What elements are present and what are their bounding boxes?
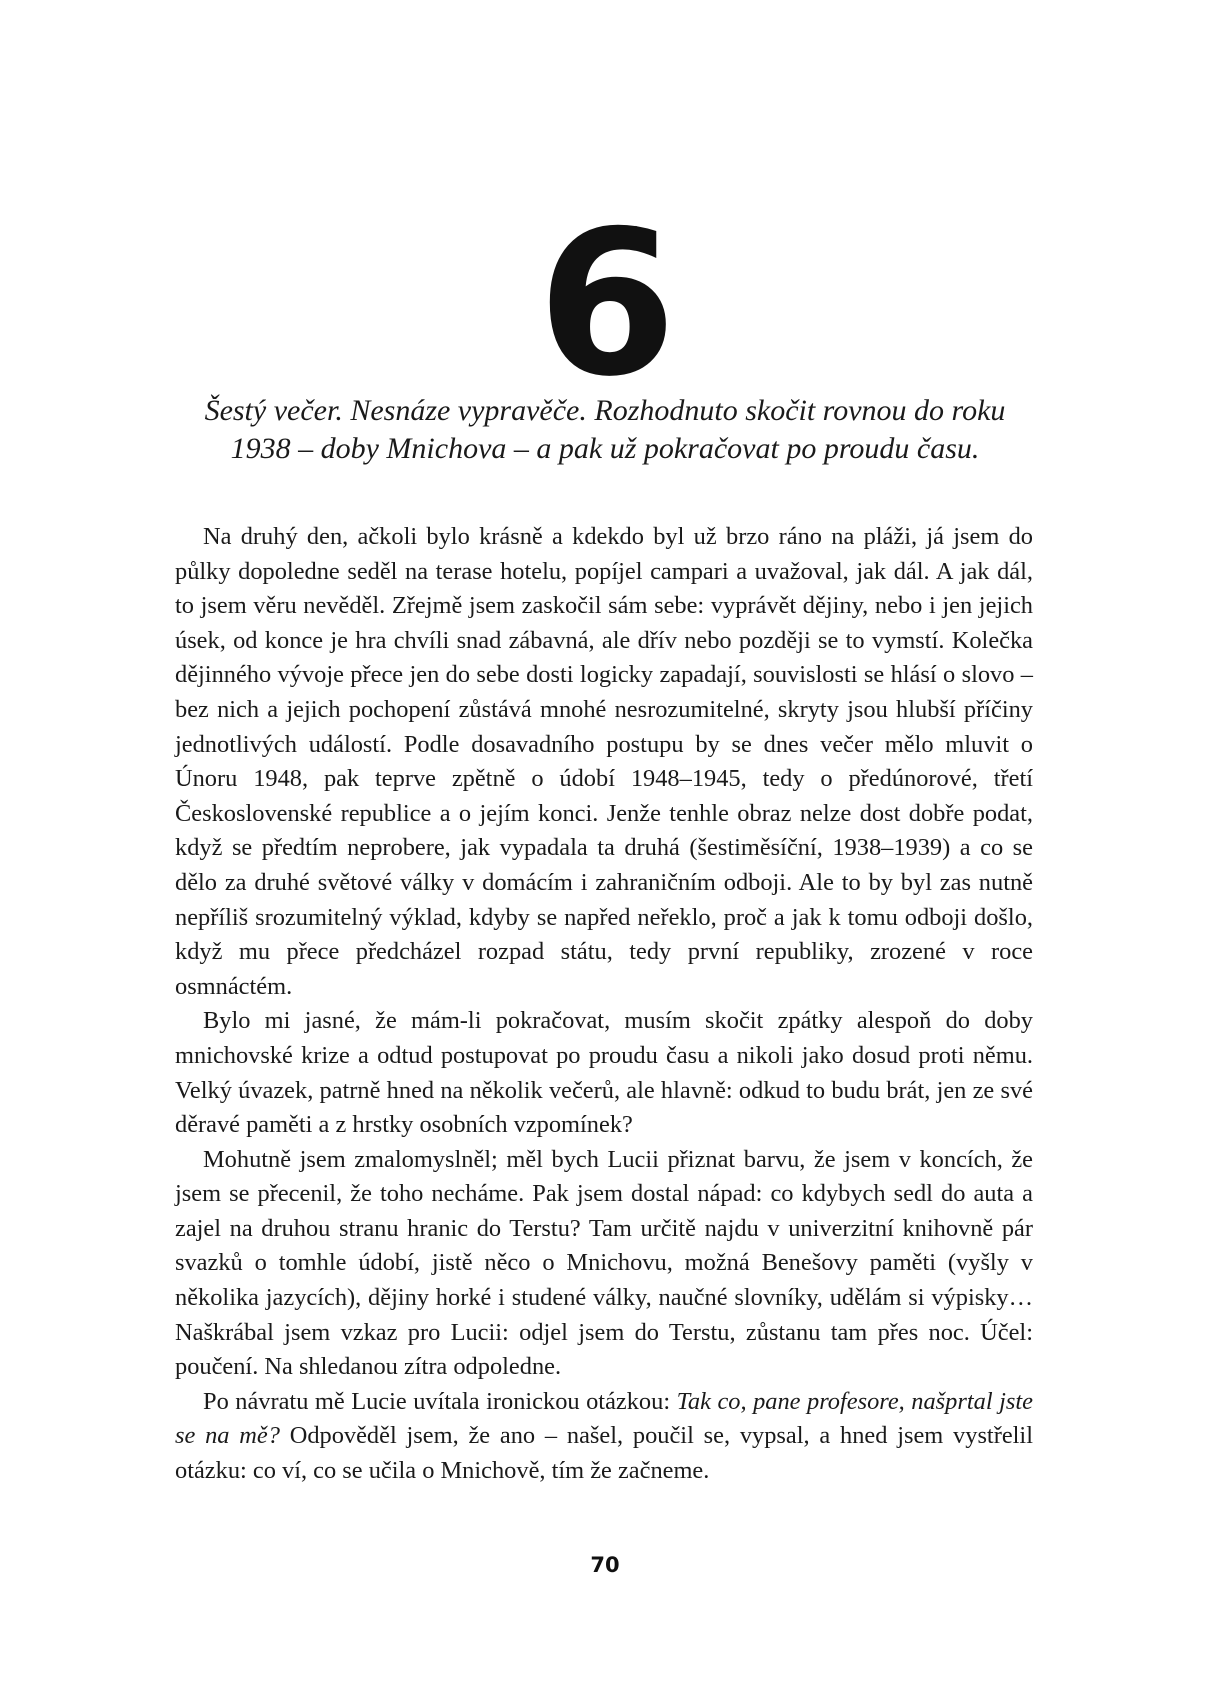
body-text <box>175 520 1033 1489</box>
chapter-number: 6 <box>537 188 673 421</box>
paragraph-text: Odpověděl jsem, že ano – našel, poučil se, vypsal, a hned jsem vystřelil otázku: co ví, co se učila o Mnichově, tím že začneme. <box>175 1422 1033 1485</box>
paragraph-text: Po návratu mě Lucie uvítala ironickou otázkou: <box>203 1387 677 1415</box>
chapter-summary-line-1: Šestý večer. Nesnáze vypravěče. Rozhodnuto skočit rovnou do roku <box>204 394 1006 427</box>
chapter-summary-line-2: 1938 – doby Mnichova – a pak už pokračovat po proudu času. <box>230 432 980 465</box>
paragraph <box>175 1385 1033 1489</box>
page-number: 70 <box>590 1553 620 1577</box>
chapter-summary <box>175 392 1035 468</box>
paragraph: Mohutně jsem zmalomyslněl; měl bych Lucii přiznat barvu, že jsem v koncích, že jsem se přecenil, že toho necháme. Pak jsem dostal nápad: co kdybych sedl do auta a zajel na druhou stranu hranic do Terstu? Tam určitě najdu v univerzitní knihovně pár svazků o tomhle údobí, jistě něco o Mnichovu, možná Benešovy paměti (vyšly v několika jazycích), dějiny horké i studené války, naučné slovníky, udělám si výpisky… Naškrábal jsem vzkaz pro Lucii: odjel jsem do Terstu, zůstanu tam přes noc. Účel: poučení. Na shledanou zítra odpoledne. <box>175 1145 1033 1381</box>
paragraph: Na druhý den, ačkoli bylo krásně a kdekdo byl už brzo ráno na pláži, já jsem do půlky dopoledne seděl na terase hotelu, popíjel campari a uvažoval, jak dál. A jak dál, to jsem věru nevěděl. Zřejmě jsem zaskočil sám sebe: vyprávět dějiny, nebo i jen jejich úsek, od konce je hra chvíli snad zábavná, ale dřív nebo později se to vymstí. Kolečka dějinného vývoje přece jen do sebe dosti logicky zapadají, souvislosti se hlásí o slovo – bez nich a jejich pochopení zůstává mnohé nesrozumitelné, skryty jsou hlubší příčiny jednotlivých událostí. Podle dosavadního postupu by se dnes večer mělo mluvit o Únoru 1948, pak teprve zpětně o údobí 1948–1945, tedy o předúnorové, třetí Československé republice a o jejím konci. Jenže tenhle obraz nelze dost dobře podat, když se předtím neprobere, jak vypadala ta druhá (šestiměsíční, 1938–1939) a co se dělo za druhé světové války v domácím i zahraničním odboji. Ale to by byl zas nutně nepříliš srozumitelný výklad, kdyby se napřed neřeklo, proč a jak k tomu odboji došlo, když mu přece předcházel rozpad státu, tedy první republiky, zrozené v roce osmnáctém. <box>175 523 1033 1000</box>
paragraph: Bylo mi jasné, že mám-li pokračovat, musím skočit zpátky alespoň do doby mnichovské krize a odtud postupovat po proudu času a nikoli jako dosud proti němu. Velký úvazek, patrně hned na několik večerů, ale hlavně: odkud to budu brát, jen ze své děravé paměti a z hrstky osobních vzpomínek? <box>175 1007 1033 1139</box>
paragraph-italic-quote: Tak co, pane profesore, našprtal jste se na mě? <box>175 1387 1033 1450</box>
